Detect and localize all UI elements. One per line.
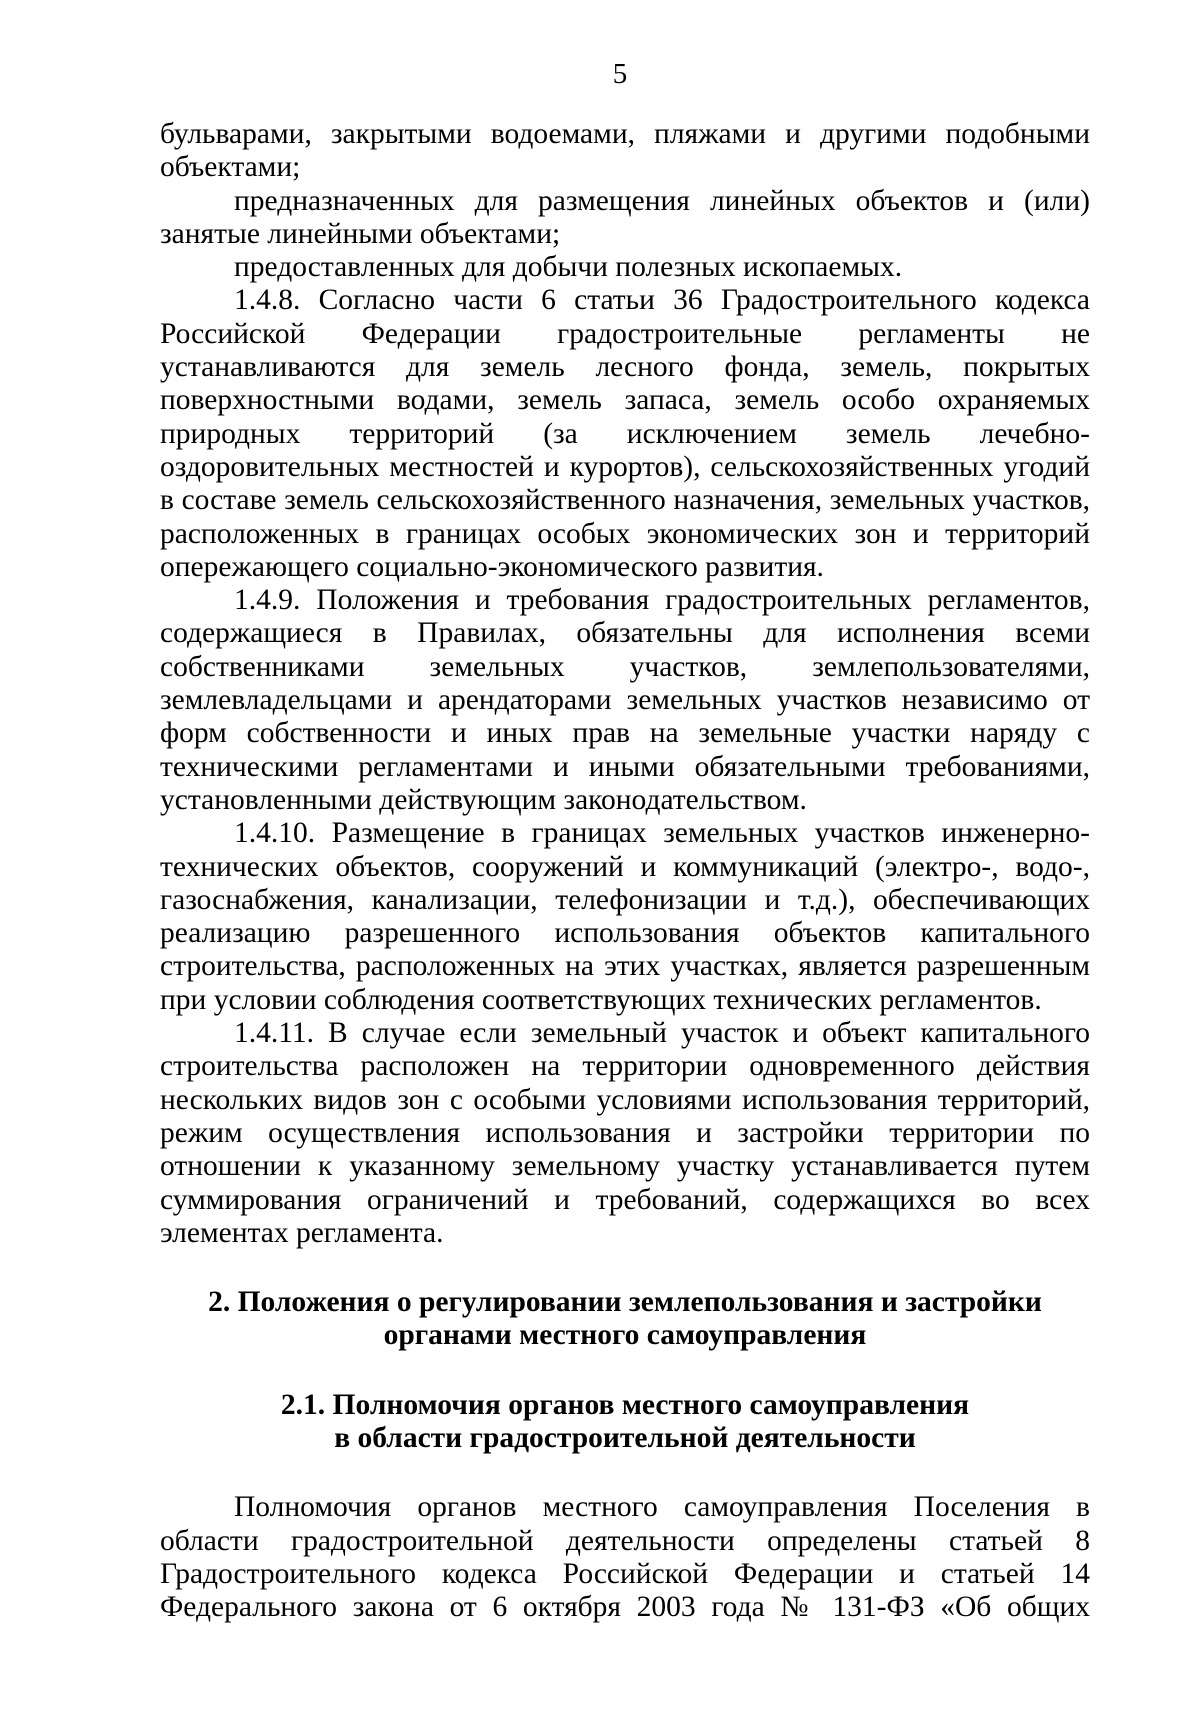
paragraph-minerals: предоставленных для добычи полезных ископаемых. xyxy=(234,251,903,284)
section-2-1-heading-line1: 2.1. Полномочия органов местного самоуправления xyxy=(280,1388,970,1421)
section-2-1-heading-line2: в области градостроительной деятельности xyxy=(334,1421,916,1454)
paragraph-1-4-8: 1.4.8. Согласно части 6 статьи 36 Градостроительного кодекса Российской Федерации градостроительные регламенты не устанавливаются для земель лесного фонда, земель, покрытых поверхностными водами, земель запаса, земель особо охраняемых природных территорий (за исключением земель лечебно-оздоровительных местностей и курортов), сельскохозяйственных угодий в составе земель сельскохозяйственного назначения, земельных участков, расположенных в границах особых экономических зон и территорий опережающего социально-экономического развития. xyxy=(160,284,1090,583)
section-2-heading-line2: органами местного самоуправления xyxy=(383,1319,867,1352)
paragraph-1-4-10: 1.4.10. Размещение в границах земельных участков инженерно-технических объектов, сооружений и коммуникаций (электро-, водо-, газоснабжения, канализации, телефонизации и т.д.), обеспечивающих реализацию разрешенного использования объектов капитального строительства, расположенных на этих участках, является разрешенным при условии соблюдения соответствующих технических регламентов. xyxy=(160,817,1090,1016)
page-number: 5 xyxy=(612,58,628,90)
paragraph-linear-objects: предназначенных для размещения линейных объектов и (или) занятые линейными объектами; xyxy=(160,184,1090,250)
section-2-heading-line1: 2. Положения о регулировании землепользования и застройки xyxy=(208,1286,1042,1319)
paragraph-continuation: бульварами, закрытыми водоемами, пляжами и другими подобными объектами; xyxy=(160,118,1090,184)
paragraph-2-1-text: Полномочия органов местного самоуправления Поселения в области градостроительной деятельности определены статьей 8 Градостроительного кодекса Российской Федерации и статьей 14 Федерального закона от 6 октября 2003 года № 131-ФЗ «Об общих xyxy=(160,1491,1090,1624)
paragraph-1-4-11: 1.4.11. В случае если земельный участок и объект капитального строительства расположен на территории одновременного действия нескольких видов зон с особыми условиями использования территорий, режим осуществления использования и застройки территории по отношении к указанному земельному участку устанавливается путем суммирования ограничений и требований, содержащихся во всех элементах регламента. xyxy=(160,1017,1090,1249)
section-2-heading xyxy=(160,1286,1090,1353)
section-2-1-heading xyxy=(160,1389,1090,1456)
paragraph-1-4-9: 1.4.9. Положения и требования градостроительных регламентов, содержащиеся в Правилах, обязательны для исполнения всеми собственниками земельных участков, землепользователями, землевладельцами и арендаторами земельных участков независимо от форм собственности и иных прав на земельные участки наряду с техническими регламентами и иными обязательными требованиями, установленными действующим законодательством. xyxy=(160,584,1090,816)
document-body xyxy=(160,118,1090,1624)
